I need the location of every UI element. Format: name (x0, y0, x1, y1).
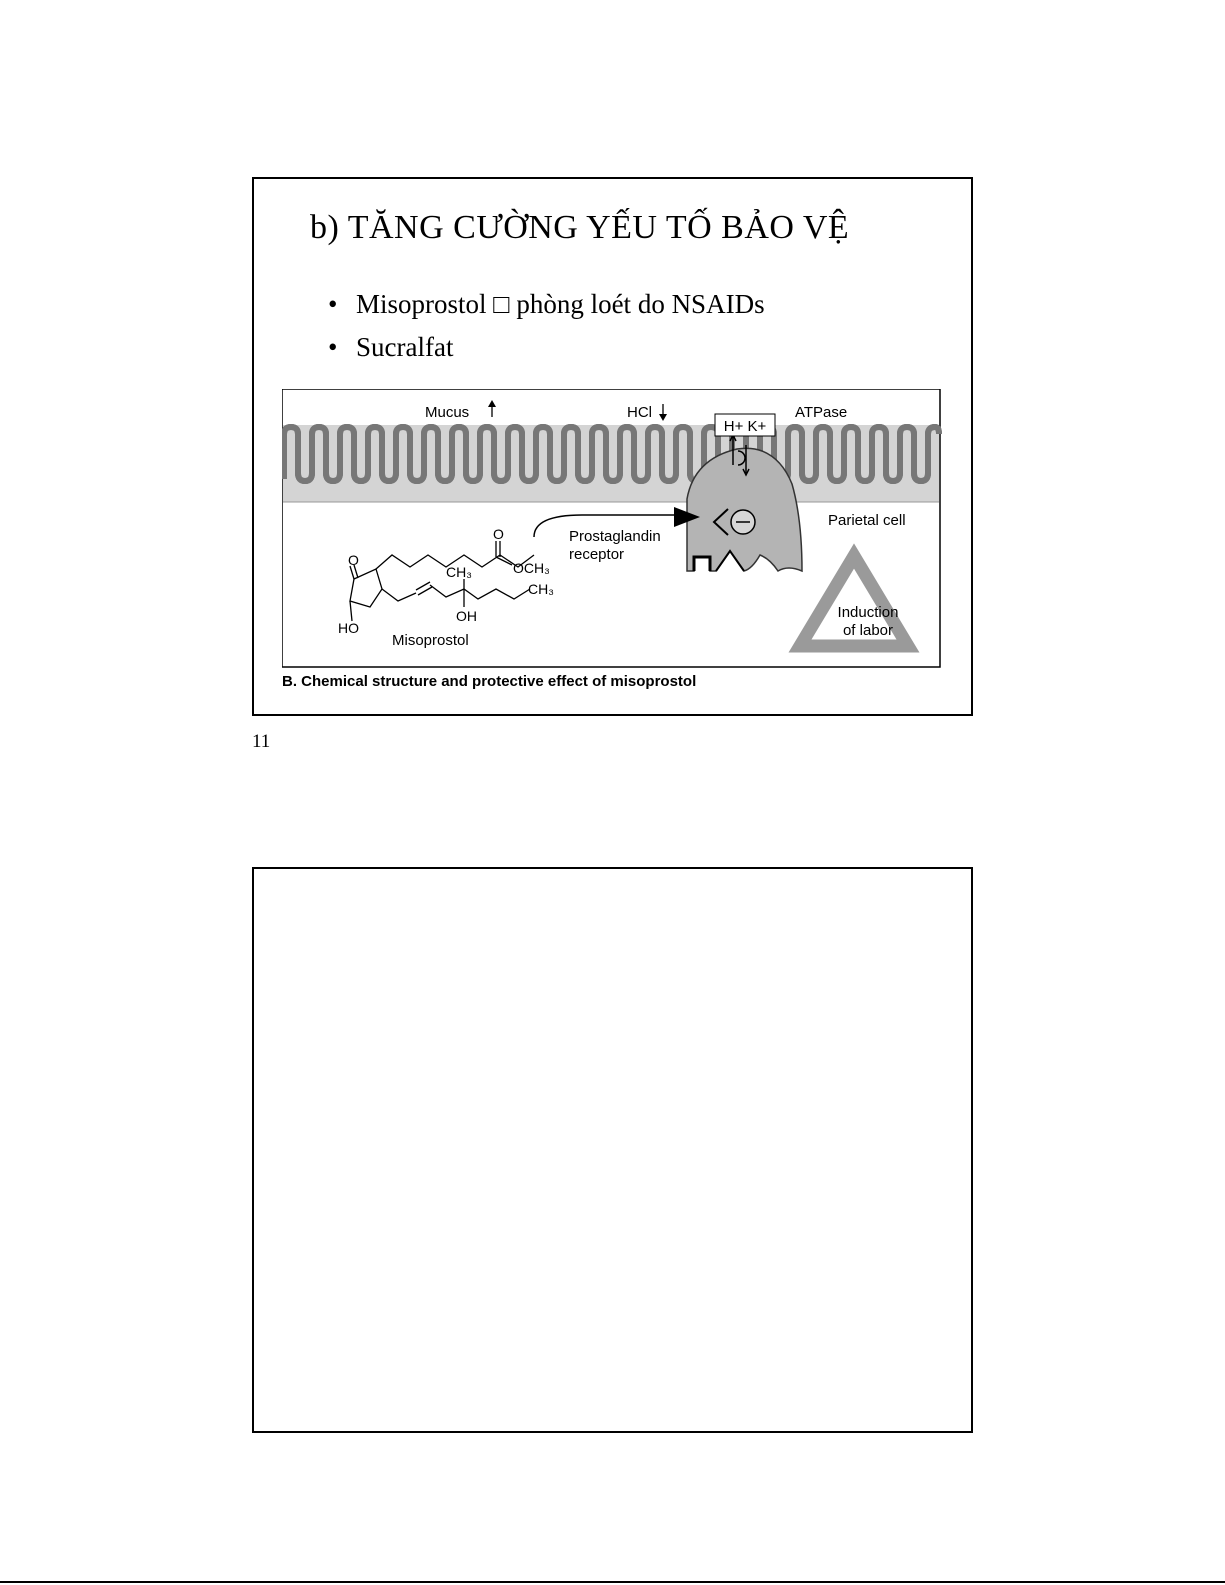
figure-caption: B. Chemical structure and protective effect of misoprostol (282, 673, 697, 690)
hydroxyl-label: OH (456, 608, 477, 624)
receptor-label-line2: receptor (569, 546, 625, 563)
ester-oxygen-label: O (493, 526, 504, 542)
hk-label: H+ K+ (723, 418, 767, 435)
hcl-label: HCl (627, 404, 652, 421)
och3-label: OCH₃ (513, 560, 550, 576)
oxygen-label: O (348, 552, 359, 568)
misoprostol-figure (282, 389, 942, 704)
page-number: 11 (252, 731, 271, 752)
receptor-label-line1: Prostaglandin (569, 528, 661, 545)
slide-1 (252, 177, 973, 716)
methyl-tail-label: CH₃ (528, 581, 554, 597)
bullet-item-sucralfat (328, 326, 765, 369)
slide-title: b) TĂNG CƯỜNG YẾU TỐ BẢO VỆ (310, 209, 850, 246)
bullet-text: Misoprostol □ phòng loét do NSAIDs (356, 289, 765, 319)
bullet-icon: • (328, 289, 338, 319)
misoprostol-diagram (282, 389, 942, 704)
page-bottom-rule (0, 1581, 1225, 1583)
parietal-cell-label: Parietal cell (828, 512, 906, 529)
warning-label-line1: Induction (837, 604, 899, 621)
bullet-list (328, 283, 765, 369)
bullet-icon: • (328, 332, 338, 362)
mucus-label: Mucus (425, 404, 470, 421)
slide-2-blank (252, 867, 973, 1433)
misoprostol-label: Misoprostol (392, 632, 469, 649)
warning-label-line2: of labor (842, 622, 894, 639)
atpase-label: ATPase (795, 404, 848, 421)
methyl-label: CH₃ (446, 564, 472, 580)
ho-label: HO (338, 620, 359, 636)
bullet-item-misoprostol (328, 283, 765, 326)
bullet-text: Sucralfat (356, 332, 454, 362)
